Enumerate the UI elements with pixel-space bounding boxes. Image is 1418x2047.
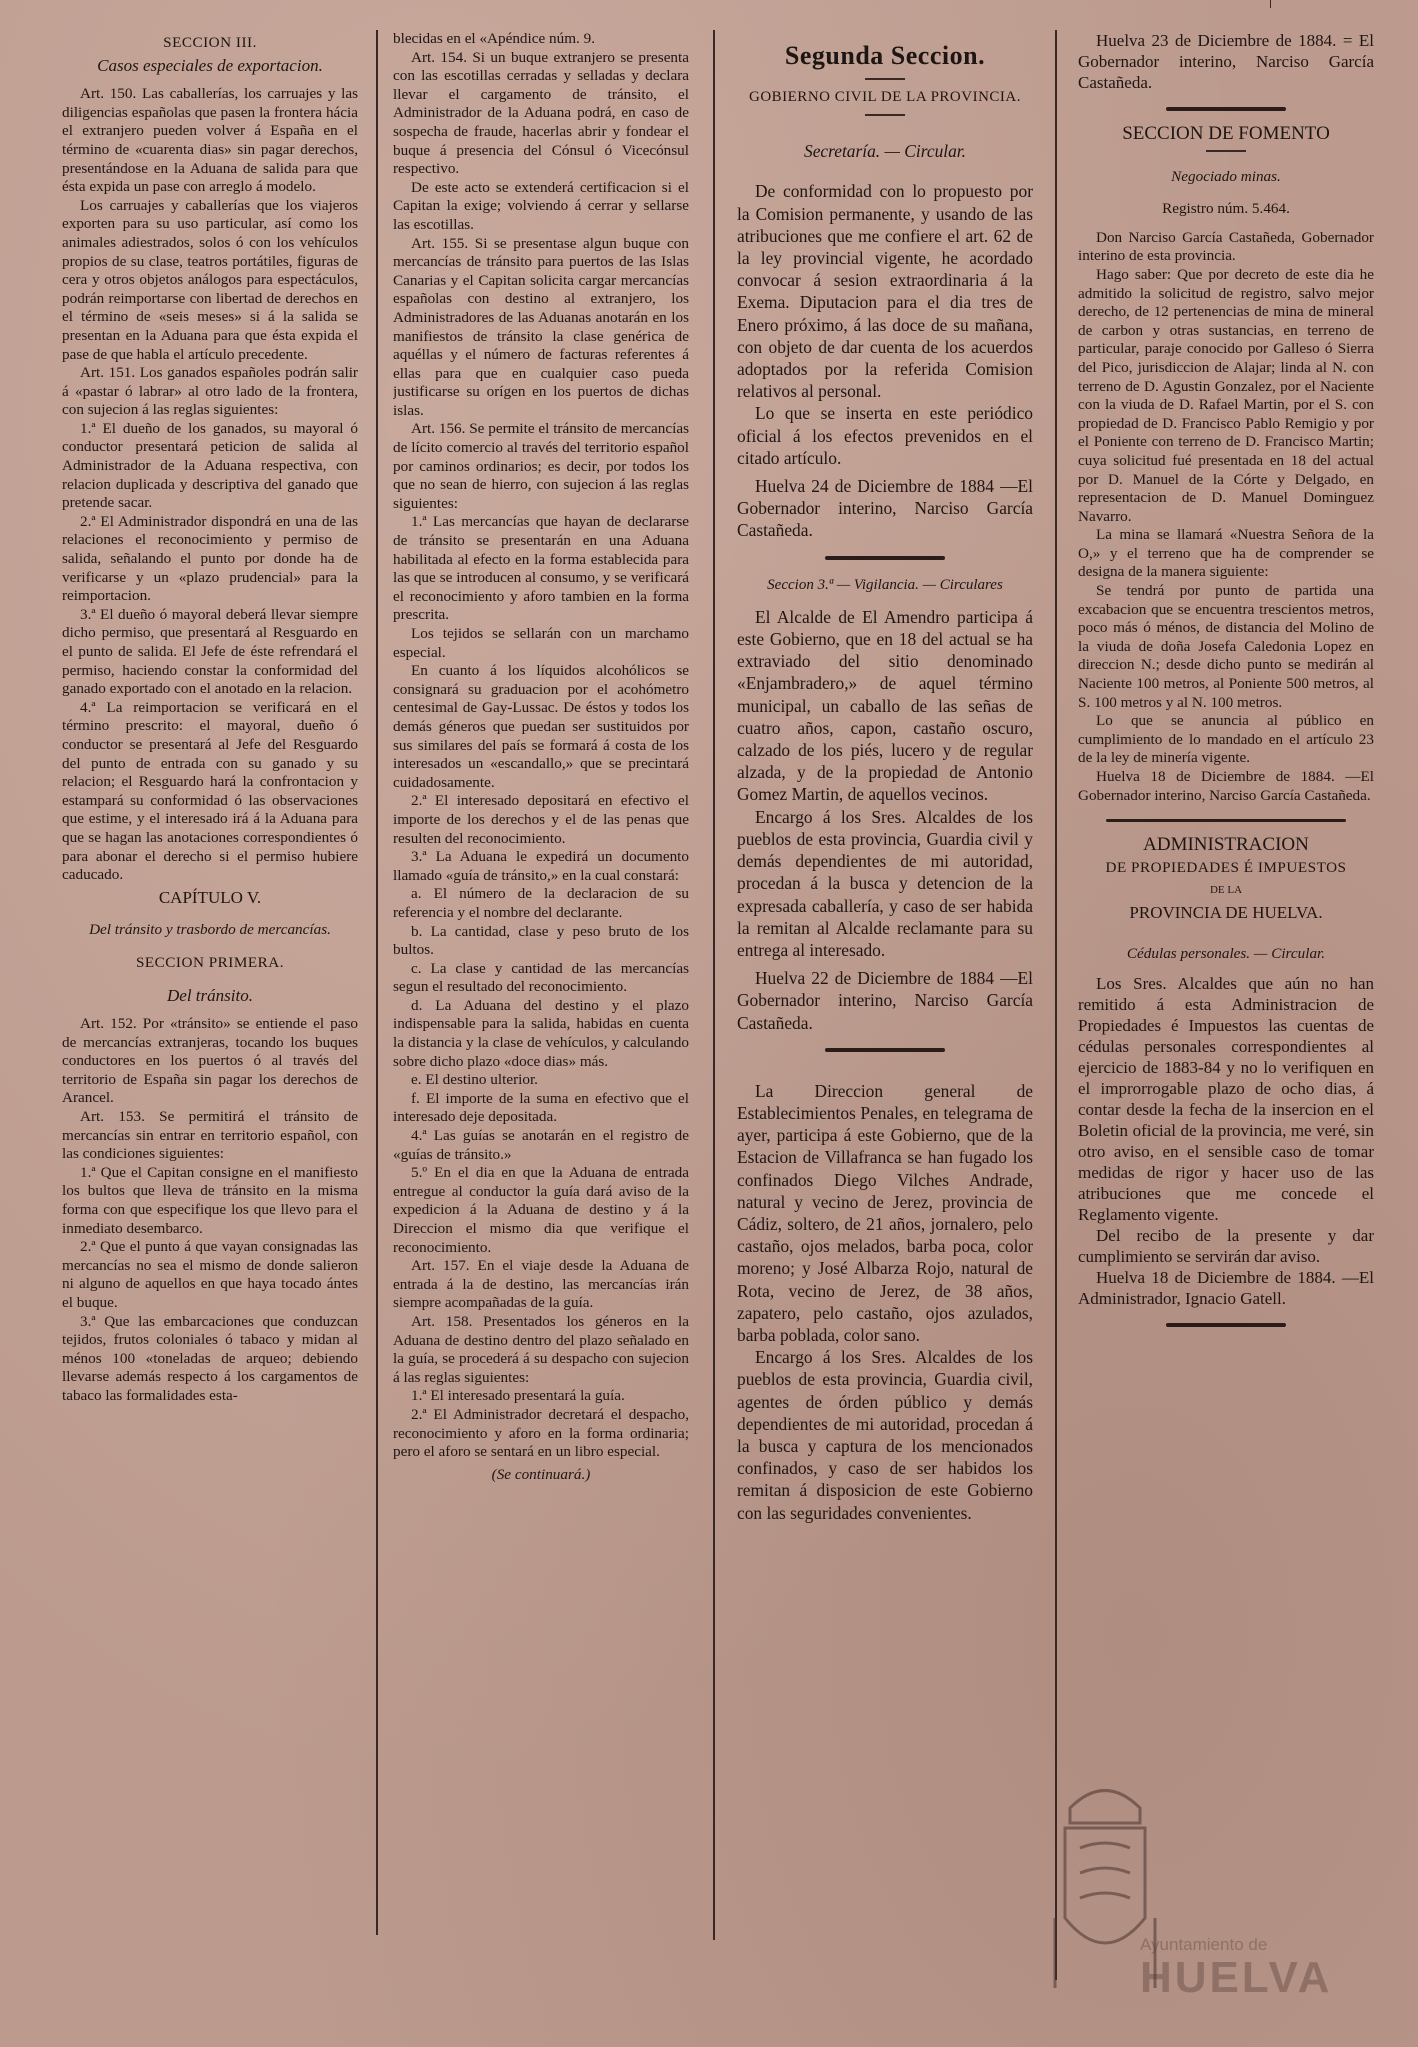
continuation-note: (Se continuará.) (491, 1465, 591, 1483)
list-item: f. El importe de la suma en efectivo que el interesado deje depositada. (393, 1089, 689, 1126)
article-text: 1.ª Las mercancías que hayan de declararse de tránsito se presentarán en una Aduana habilitada al efecto en la forma establecida para las que se introducen al consumo, y se verificará el reconocimiento y aforo tambien en la forma prescrita. (393, 513, 689, 624)
section-heading: PROVINCIA DE HUELVA. (1129, 902, 1323, 922)
article-text: Art. 157. En el viaje desde la Aduana de entrada á la de destino, las mercancías irán siempre acompañadas de la guía. (393, 1257, 689, 1312)
article-text: 3.ª La Aduana le expedirá un documento llamado «guía de tránsito,» en la cual constará: (393, 848, 689, 884)
divider (1206, 150, 1246, 152)
article-text: 2.ª El Administrador decretará el despacho, reconocimiento y aforo en la forma ordinaria; pero el aforo se sentará en un libro especial. (393, 1405, 689, 1461)
watermark (1140, 1935, 1390, 2015)
article-text: Art. 154. Si un buque extranjero se presenta con las escotillas cerradas y selladas y declara llevar el cargamento de tránsito, el Administrador de la Aduana podrá, en caso de sospecha de fraude, hacerlas abrir y fondear el buque á presencia del Cónsul ó Vicecónsul respectivo. (393, 48, 689, 178)
article-text: Se tendrá por punto de partida una excabacion que se encuentra trescientos metros, poco más ó ménos, de distancia del Molino de la viuda de doña Josefa Caledonia Lopez en direccion N.; desde dicho punto se medirán al Naciente 100 metros, al Poniente 500 metros, al S. 100 metros y al N. 100 metros. (1078, 582, 1374, 711)
ornament-divider (825, 1048, 945, 1052)
signature-line: Huelva 24 de Diciembre de 1884 —El Gobernador interino, Narciso García Castañeda. (737, 476, 1033, 541)
section-heading: GOBIERNO CIVIL DE LA PROVINCIA. (748, 89, 1022, 105)
section-heading: DE PROPIEDADES É IMPUESTOS (1105, 858, 1347, 876)
watermark-title: HUELVA (1140, 1953, 1333, 2002)
article-text: Encargo á los Sres. Alcaldes de los pueblos de esta provincia, Guardia civil, agentes de órden público y demás dependientes de mi autoridad, procedan á la busca y captura de los mencionados confinados, y caso de ser habidos los remitan á disposicion de este Gobierno con las seguridades convenientes. (737, 1347, 1033, 1523)
article-text: Lo que se inserta en este periódico oficial á los efectos prevenidos en el citado artículo. (737, 403, 1033, 468)
article-text: Art. 151. Los ganados españoles podrán salir á «pastar ó labrar» al otro lado de la frontera, con sujecion á las reglas siguientes: (62, 364, 358, 419)
article-text: La Direccion general de Establecimientos Penales, en telegrama de ayer, participa á este Gobierno, que de la Estacion de Villafranca se han fugado los confinados Diego Vilches Andrade, natural y vecino de Jerez, provincia de Cádiz, soltero, de 21 años, jornalero, pelo castaño, ojos melados, barba poca, color moreno; y José Albarza Rojo, natural de Rota, vecino de Jerez, de 38 años, zapatero, pelo castaño, ojos azulados, barba poblada, color sano. (737, 1080, 1033, 1345)
article-text: En cuanto á los líquidos alcohólicos se consignará su graduacion por el acohómetro centesimal de Gay-Lussac. De éstos y todos los demás géneros que puedan ser sustituidos por sus similares del país se formará á costa de los interesados un «escandallo,» que se precintará cuidadosamente. (393, 662, 689, 791)
article-text: 5.º En el dia en que la Aduana de entrada entregue al conductor la guía dará aviso de la expedicion á la Aduana de destino y á la Direccion el mismo dia que verifique el reconocimiento. (393, 1164, 689, 1256)
article-text: Encargo á los Sres. Alcaldes de los pueblos de esta provincia, Guardia civil y demás dependientes de mi autoridad, procedan á la busca y detencion de la expresada caballería, y caso de ser habida la remitan al Alcalde reclamante para su entrega al interesado. (737, 806, 1033, 960)
signature-line: Huelva 23 de Diciembre de 1884. = El Gobernador interino, Narciso García Castañeda. (1078, 31, 1374, 92)
article-text: 1.ª Que el Capitan consigne en el manifiesto los bultos que lleva de tránsito en la misma forma con que especifique los que llevo para el inmediato desembarco. (62, 1163, 358, 1237)
section-heading: ADMINISTRACION (1143, 834, 1309, 856)
section-subheading: Seccion 3.ª — Vigilancia. — Circulares (767, 576, 1003, 593)
column-rule (713, 30, 715, 1940)
chapter-heading: CAPÍTULO V. (158, 887, 262, 907)
article-text: 2.ª Que el punto á que vayan consignadas las mercancías no sea el mismo de donde salieron ni alguno de aquellos en que haya tocado ántes el buque. (62, 1238, 358, 1311)
article-text: De conformidad con lo propuesto por la Comision permanente, y usando de las atribuciones que me confiere el art. 62 de la ley provincial vigente, he acordado convocar á sesion extraordinaria á la Exema. Diputacion para el dia tres de Enero próximo, á las doce de su mañana, con objeto de dar cuenta de los acuerdos adoptados por la referida Comision relativos al personal. (737, 181, 1033, 402)
article-text: Hago saber: Que por decreto de este dia he admitido la solicitud de registro, salvo mejor derecho, de 12 pertenencias de mina de mineral de carbon y otras sustancias, en terreno de particular, paraje conocido por Galleso ó Sierra del Pico, jurisdiccion de Alajar; linda al N. con terreno de D. Agustin Gonzalez, por el Naciente con la viuda de D. Rafael Martin, por el S. con propiedad de D. Francisco Pablo Remigio y por el Poniente con terreno de D. Francisco Martin; cuya solicitud fué presentada en 18 del actual por D. Manuel de la Córte y Delgado, en representacion de D. Manuel Dominguez Navarro. (1078, 265, 1374, 525)
divider (865, 78, 905, 80)
signature-line: Huelva 22 de Diciembre de 1884 —El Gobernador interino, Narciso García Castañeda. (737, 968, 1033, 1033)
article-text: Art. 152. Por «tránsito» se entiende el paso de mercancías extranjeras, tocando los buques conductores en los puertos ó al través del territorio de España sin pagar los derechos de Arancel. (62, 1015, 358, 1107)
article-text: Del recibo de la presente y dar cumplimiento se servirán dar aviso. (1078, 1226, 1374, 1267)
chapter-subheading: Del tránsito y trasbordo de mercancías. (89, 921, 331, 939)
page-section-title: Segunda Seccion. (784, 41, 986, 70)
section-subheading: Negociado minas. (1171, 167, 1281, 185)
article-text: 2.ª El interesado depositará en efectivo el importe de los derechos y el de las penas que resulten del reconocimiento. (393, 792, 689, 847)
article-text: 4.ª La reimportacion se verificará en el término prescrito: el mayoral, dueño ó conductor se presentará al Jefe del Resguardo del punto de entrada con su ganado y su relacion; el Resguardo hará la confrontacion y estampará su conformidad ó las observaciones que estime, y el interesado irá á la Aduana para que se hagan las anotaciones correspondientes ó para abonar el derecho si el permiso hubiere caducado. (62, 698, 358, 884)
ornament-divider (1166, 1323, 1286, 1327)
section-heading: SECCION PRIMERA. (135, 953, 285, 971)
article-text: 3.ª Que las embarcaciones que conduzcan tejidos, frutos coloniales ó tabaco y midan al ménos 100 «toneladas de arqueo; debiendo llevarse además respecto á los cargamentos de tabaco las formalidades esta- (62, 1312, 358, 1404)
article-text: 2.ª El Administrador dispondrá en una de las relaciones el reconocimiento y permiso de salida, señalando el punto por donde ha de verificarse y un «plazo prudencial» para la reimportacion. (62, 512, 358, 605)
column-4 (1078, 30, 1374, 2007)
section-heading: DE LA (1209, 884, 1243, 897)
signature-line: Huelva 18 de Diciembre de 1884. —El Gobernador interino, Narciso García Castañeda. (1078, 768, 1374, 804)
article-text: Art. 153. Se permitirá el tránsito de mercancías sin entrar en territorio español, con las condiciones siguientes: (62, 1108, 358, 1163)
section-subheading: Del tránsito. (167, 985, 253, 1005)
article-text: Los tejidos se sellarán con un marchamo especial. (393, 625, 689, 661)
list-item: e. El destino ulterior. (411, 1071, 538, 1089)
list-item: b. La cantidad, clase y peso bruto de los bultos. (393, 922, 689, 959)
registry-number: Registro núm. 5.464. (1162, 200, 1290, 218)
article-text: Lo que se anuncia al público en cumplimiento de lo mandado en el artículo 23 de la ley de minería vigente. (1078, 712, 1374, 767)
column-rule (376, 30, 378, 1935)
column-1 (62, 30, 358, 2007)
section-subheading: Cédulas personales. — Circular. (1126, 944, 1326, 962)
section-heading: SECCION DE FOMENTO (1122, 123, 1330, 144)
article-text: Art. 150. Las caballerías, los carruajes y las diligencias españolas que pasen la frontera hácia el extranjero pueden volver á España en el término de «cuarenta dias» sin pagar derechos, presentándose en la Aduana de salida para que ésta expida un pase con arreglo á modelo. (62, 85, 358, 196)
ornament-divider (1166, 107, 1286, 111)
top-tick-mark (1270, 0, 1271, 8)
article-text: 1.ª El interesado presentará la guía. (411, 1387, 625, 1405)
column-3 (737, 30, 1033, 2007)
divider (865, 114, 905, 116)
signature-line: Huelva 18 de Diciembre de 1884. —El Administrador, Ignacio Gatell. (1078, 1268, 1374, 1309)
article-text: Art. 155. Si se presentase algun buque con mercancías de tránsito para puertos de las Islas Canarias y el Capitan solicita cargar mercancías españolas con destino al extranjero, los Administradores de las Aduanas anotarán en los manifiestos de tránsito la clase genérica de aquéllas y el número de facturas referentes á ellas para que en cualquier caso pueda justificarse su orígen en los puertos de dichas islas. (393, 234, 689, 419)
watermark-label: Ayuntamiento de (1140, 1935, 1268, 1954)
article-text: Art. 158. Presentados los géneros en la Aduana de destino dentro del plazo señalado en la guía, se procederá á su despacho con sujecion á las reglas siguientes: (393, 1312, 689, 1386)
article-text: blecidas en el «Apéndice núm. 9. (393, 30, 596, 47)
article-text: Art. 156. Se permite el tránsito de mercancías de lícito comercio al través del territorio español por caminos ordinarios; es decir, por todos los que no sean de hierro, con sujecion á las reglas siguientes: (393, 420, 689, 512)
article-text: 4.ª Las guías se anotarán en el registro de «guías de tránsito.» (393, 1127, 689, 1163)
section-subheading: Casos especiales de exportacion. (97, 55, 323, 75)
ornament-divider (1106, 819, 1346, 822)
article-text: 1.ª El dueño de los ganados, su mayoral ó conductor presentará peticion de salida al Administrador de la Aduana respectiva, con relacion duplicada y descriptiva del ganado que pretende sacar. (62, 419, 358, 512)
section-heading: SECCION III. (163, 34, 257, 51)
list-item: a. El número de la declaracion de su referencia y el nombre del declarante. (393, 885, 689, 921)
article-text: De este acto se extenderá certificacion si el Capitan la exige; volviendo á cerrar y sellarse las escotillas. (393, 178, 689, 233)
article-text: Don Narciso García Castañeda, Gobernador interino de esta provincia. (1078, 228, 1374, 265)
article-text: El Alcalde de El Amendro participa á este Gobierno, que en 18 del actual se ha extraviado del sitio denominado «Enjambradero,» de aquel término municipal, un caballo de las señas de cuatro años, capon, castaño oscuro, calzado de los piés, lucero y de regular alzada, y de la propiedad de Antonio Gomez Martin, de aquellos vecinos. (737, 606, 1033, 805)
section-subheading: Secretaría. — Circular. (804, 141, 966, 162)
article-text: 3.ª El dueño ó mayoral deberá llevar siempre dicho permiso, que presentará al Resguardo en el punto de salida. El Jefe de éste refrendará el permiso, haciendo constar la conformidad del ganado exportado con el anotado en la relacion. (62, 605, 358, 698)
article-text: Los Sres. Alcaldes que aún no han remitido á esta Administracion de Propiedades é Impuestos las cuentas de cédulas personales correspondientes al ejercicio de 1883-84 y no lo verifiquen en el improrrogable plazo de ocho dias, á contar desde la fecha de la insercion en el Boletin oficial de la provincia, me veré, sin otro aviso, en el sensible caso de tomar medidas de rigor y hacer uso de las atribuciones que me concede el Reglamento vigente. (1078, 974, 1374, 1225)
list-item: c. La clase y cantidad de las mercancías segun el resultado del reconocimiento. (393, 959, 689, 996)
column-rule (1055, 30, 1057, 1980)
column-2 (393, 30, 689, 2007)
ornament-divider (825, 556, 945, 560)
article-text: La mina se llamará «Nuestra Señora de la O,» y el terreno que ha de comprender se designa de la manera siguiente: (1078, 526, 1374, 581)
article-text: Los carruajes y caballerías que los viajeros exporten para su uso particular, así como los animales adiestrados, solos ó con los vehículos propios de su clase, teatros portátiles, figuras de cera y otros objetos análogos para espectáculos, podrán reimportarse con libertad de derechos en el término de «seis meses» si á la salida se presentan en la Aduana para que ésta expida el pase de que habla el artículo precedente. (62, 196, 358, 363)
list-item: d. La Aduana del destino y el plazo indispensable para la salida, habidas en cuenta la distancia y la clase de vehículos, y calculando sobre dicho plazo «doce dias» más. (393, 996, 689, 1070)
